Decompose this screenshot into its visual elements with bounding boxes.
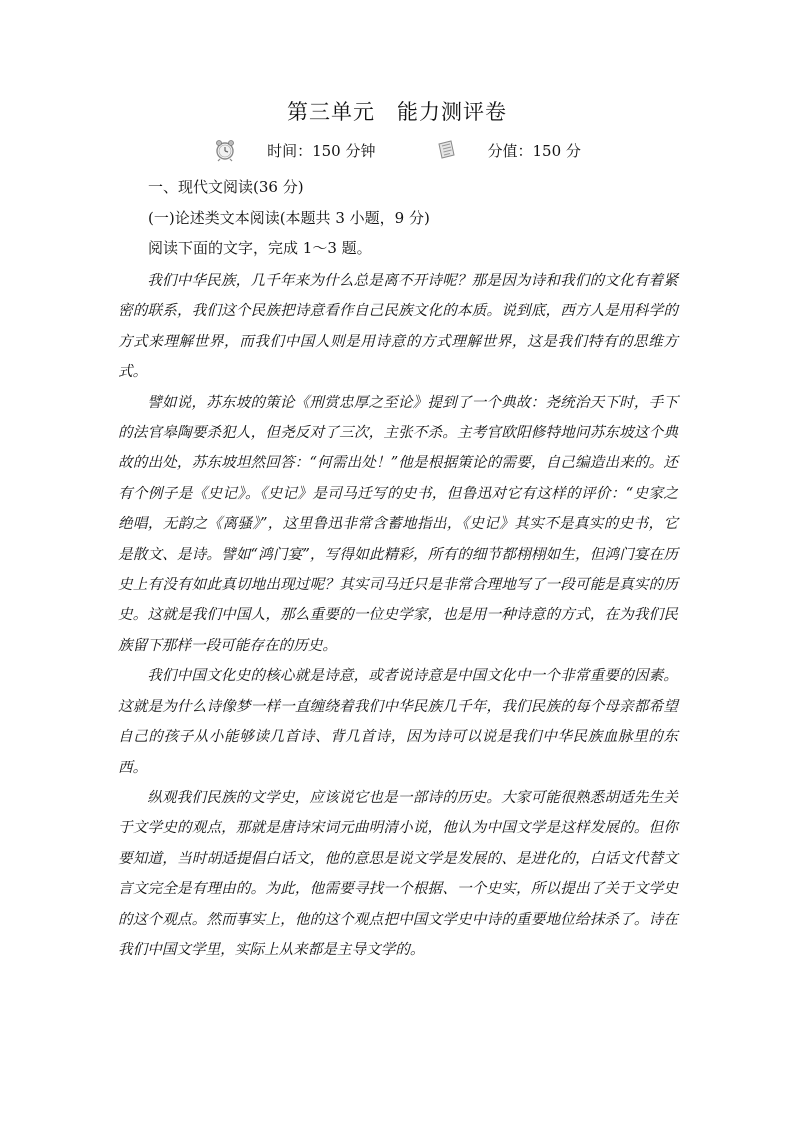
paper-icon: [434, 138, 458, 162]
score-item: [434, 138, 581, 162]
section-subheading: (一)论述类文本阅读(本题共 3 小题，9 分): [148, 209, 430, 227]
exam-meta: [0, 138, 794, 162]
reading-instruction: 阅读下面的文字，完成 1～3 题。: [148, 239, 372, 257]
time-label: 时间：150 分钟: [267, 141, 376, 160]
page-title: 第三单元 能力测评卷: [287, 100, 507, 124]
passage-body: [118, 266, 678, 965]
clock-icon: [213, 138, 237, 162]
paragraph: 我们中华民族，几千年来为什么总是离不开诗呢？那是因为诗和我们的文化有着紧密的联系，我们这个民族把诗意看作自己民族文化的本质。说到底，西方人是用科学的方式来理解世界，而我们中国人则是用诗意的方式理解世界，这是我们特有的思维方式。: [118, 272, 678, 381]
paragraph: 我们中国文化史的核心就是诗意，或者说诗意是中国文化中一个非常重要的因素。这就是为什么诗像梦一样一直缠绕着我们中华民族几千年，我们民族的每个母亲都希望自己的孩子从小能够读几首诗、背几首诗，因为诗可以说是我们中华民族血脉里的东西。: [118, 667, 678, 776]
time-item: [213, 138, 375, 162]
paragraph: 纵观我们民族的文学史，应该说它也是一部诗的历史。大家可能很熟悉胡适先生关于文学史的观点，那就是唐诗宋词元曲明清小说，他认为中国文学是这样发展的。但你要知道，当时胡适提倡白话文，他的意思是说文学是发展的、是进化的，白话文代替文言文完全是有理由的。为此，他需要寻找一个根据、一个史实，所以提出了关于文学史的这个观点。然而事实上，他的这个观点把中国文学史中诗的重要地位给抹杀了。诗在我们中国文学里，实际上从来都是主导文学的。: [118, 788, 678, 958]
paragraph: 譬如说，苏东坡的策论《刑赏忠厚之至论》提到了一个典故：尧统治天下时，手下的法官皋陶要杀犯人，但尧反对了三次，主张不杀。主考官欧阳修特地问苏东坡这个典故的出处，苏东坡坦然回答：“何需出处！”他是根据策论的需要，自己编造出来的。还有个例子是《史记》。《史记》是司马迁写的史书，但鲁迅对它有这样的评价：“史家之绝唱，无韵之《离骚》”，这里鲁迅非常含蓄地指出，《史记》其实不是真实的史书，它是散文、是诗。譬如“鸿门宴”，写得如此精彩，所有的细节都栩栩如生，但鸿门宴在历史上有没有如此真切地出现过呢？其实司马迁只是非常合理地写了一段可能是真实的历史。这就是我们中国人，那么重要的一位史学家，也是用一种诗意的方式，在为我们民族留下那样一段可能存在的历史。: [118, 393, 678, 654]
score-label: 分值：150 分: [487, 141, 581, 160]
section-heading: 一、现代文阅读(36 分): [148, 178, 304, 196]
